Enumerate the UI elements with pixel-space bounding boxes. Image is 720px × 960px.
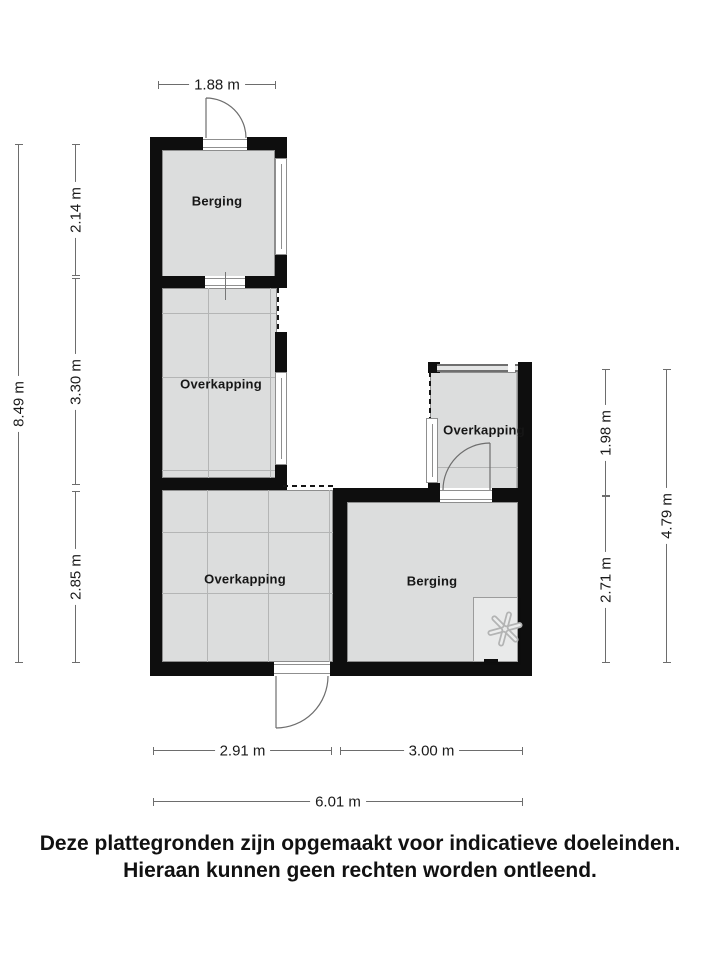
- dimension-bottom-right: [340, 742, 523, 760]
- installation-mark: [484, 659, 498, 662]
- dimension-right-top: [597, 369, 615, 496]
- room-label-overkapping-middle: Overkapping: [180, 376, 262, 392]
- wall-post-overkapping-right-sw: [428, 483, 440, 502]
- dimension-left-bottom: [67, 491, 85, 663]
- dimension-bottom-total: [153, 793, 523, 811]
- door-swing: [276, 676, 328, 728]
- dimension-label: 1.98 m: [598, 405, 615, 461]
- dashed-boundary: [429, 372, 431, 418]
- disclaimer-line-2: Hieraan kunnen geen rechten worden ontleend.: [123, 859, 597, 882]
- dimension-top-width: [158, 76, 276, 94]
- dimension-label: 2.85 m: [68, 549, 85, 605]
- door-threshold: [440, 488, 492, 502]
- dimension-label: 2.91 m: [215, 743, 271, 760]
- tile-grid-line: [162, 593, 333, 594]
- door-threshold: [203, 137, 247, 150]
- dimension-label: 2.14 m: [68, 182, 85, 238]
- wall-east-berging-top-upper: [275, 137, 287, 158]
- door-swing: [206, 98, 246, 138]
- wall-berging-overkapping-right: [245, 276, 287, 288]
- wall-junction-cap: [508, 364, 515, 372]
- door-threshold: [274, 662, 330, 676]
- dimension-left-top: [67, 144, 85, 276]
- dimension-left-total: [10, 144, 28, 663]
- room-label-overkapping-bottom: Overkapping: [204, 571, 286, 587]
- room-label-overkapping-right: Overkapping: [443, 422, 525, 438]
- tile-grid-line: [162, 313, 276, 314]
- dimension-right-bottom: [597, 496, 615, 663]
- dimension-label: 4.79 m: [659, 488, 676, 544]
- dimension-bottom-left: [153, 742, 332, 760]
- wall-west: [150, 137, 162, 676]
- dashed-boundary: [277, 288, 279, 332]
- door-swing: [443, 443, 490, 490]
- wall-berging-bottom-south: [333, 662, 532, 676]
- dashed-boundary: [283, 485, 336, 487]
- wall-south-west: [150, 662, 274, 676]
- room-label-berging-top: Berging: [191, 193, 243, 209]
- dimension-label: 2.71 m: [598, 552, 615, 608]
- wall-berging-bottom-top-left: [333, 488, 440, 502]
- wall-berging-overkapping-left: [150, 276, 205, 288]
- dimension-label: 6.01 m: [310, 794, 366, 811]
- window: [426, 418, 438, 483]
- dimension-label: 3.30 m: [68, 354, 85, 410]
- window: [275, 158, 287, 255]
- dimension-left-middle: [67, 278, 85, 485]
- tile-grid-line: [162, 470, 276, 471]
- dimension-label: 1.88 m: [189, 77, 245, 94]
- dimension-label: 8.49 m: [11, 376, 28, 432]
- room-floor-berging-top: [162, 150, 275, 277]
- dimension-label: 3.00 m: [404, 743, 460, 760]
- fan-icon: [486, 610, 524, 648]
- open-wall-overkapping-right-top: [437, 364, 518, 372]
- tile-grid-line: [162, 532, 333, 533]
- tile-grid-line: [329, 490, 330, 662]
- disclaimer-line-1: Deze plattegronden zijn opgemaakt voor indicatieve doeleinden.: [39, 832, 681, 855]
- window: [275, 372, 287, 465]
- door-pivot-line: [225, 272, 226, 300]
- room-label-berging-bottom: Berging: [406, 573, 458, 589]
- wall-overkapping-middle-bottom: [150, 478, 283, 490]
- tile-grid-line: [270, 288, 271, 478]
- wall-berging-bottom-west: [333, 488, 347, 676]
- wall-east-overkapping-middle: [275, 332, 287, 372]
- dimension-right-total: [658, 369, 676, 663]
- disclaimer: [0, 830, 720, 884]
